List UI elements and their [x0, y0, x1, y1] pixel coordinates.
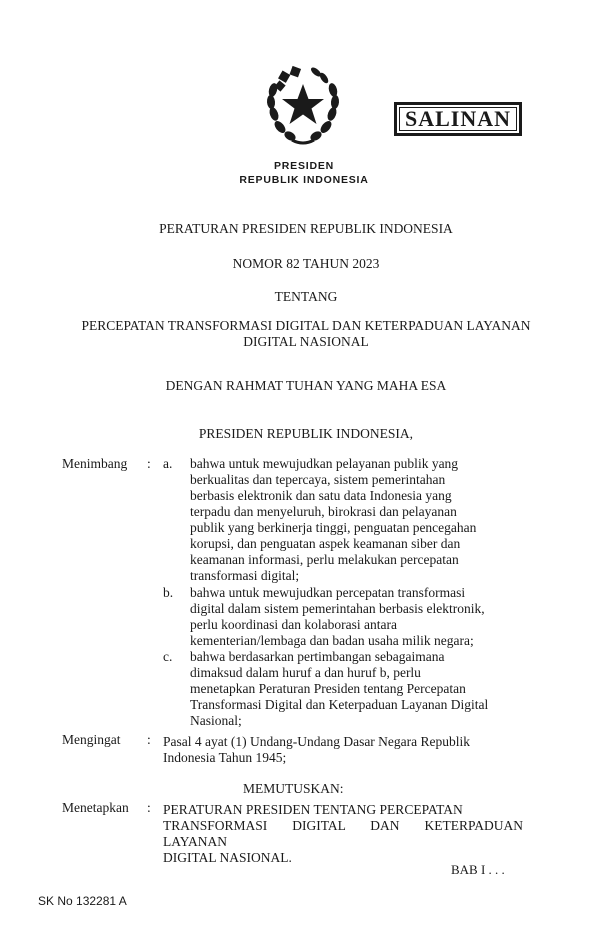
- stamp-text: SALINAN: [404, 106, 512, 131]
- mengingat-body: [163, 734, 523, 766]
- menimbang-a-line: publik yang berkinerja tinggi, penguatan pencegahan: [190, 520, 477, 535]
- continuation-marker: BAB I . . .: [451, 862, 505, 877]
- invocation: DENGAN RAHMAT TUHAN YANG MAHA ESA: [165, 378, 447, 393]
- mengingat-line: Indonesia Tahun 1945;: [163, 750, 287, 765]
- menimbang-letter-c: c.: [163, 649, 173, 664]
- menimbang-c-line: bahwa berdasarkan pertimbangan sebagaimana: [190, 649, 445, 664]
- sk-number: SK No 132281 A: [38, 894, 127, 908]
- menetapkan-body: [163, 802, 523, 866]
- authority: PRESIDEN REPUBLIK INDONESIA,: [198, 426, 414, 441]
- menimbang-item-a: [190, 456, 520, 584]
- menimbang-b-line: digital dalam sistem pemerintahan berbasis elektronik,: [190, 601, 485, 616]
- menetapkan-colon: :: [147, 800, 151, 815]
- menimbang-a-line: transformasi digital;: [190, 568, 300, 583]
- mengingat-colon: :: [147, 732, 151, 747]
- office-line-2: REPUBLIK INDONESIA: [239, 174, 369, 186]
- menimbang-item-b: [190, 585, 530, 649]
- menimbang-b-line: bahwa untuk mewujudkan percepatan transformasi: [190, 585, 466, 600]
- menetapkan-label: Menetapkan: [62, 800, 129, 815]
- menetapkan-line: TRANSFORMASI DIGITAL DAN KETERPADUAN LAYANAN: [163, 818, 523, 849]
- menetapkan-line: DIGITAL NASIONAL.: [163, 850, 292, 865]
- menimbang-letter-a: a.: [163, 456, 173, 471]
- salinan-stamp: [394, 102, 522, 136]
- garuda-star-emblem-icon: [262, 62, 344, 148]
- stamp-inner-border: [399, 107, 517, 131]
- menimbang-a-line: korupsi, dan penguatan aspek keamanan siber dan: [190, 536, 461, 551]
- regulation-subject-line-2: DIGITAL NASIONAL: [243, 334, 369, 349]
- menimbang-a-line: keamanan informasi, perlu melakukan percepatan: [190, 552, 459, 567]
- menimbang-b-line: perlu koordinasi dan kolaborasi antara: [190, 617, 397, 632]
- menimbang-a-line: terpadu dan menyeluruh, birokrasi dan pelayanan: [190, 504, 457, 519]
- menetapkan-line: PERATURAN PRESIDEN TENTANG PERCEPATAN: [163, 802, 463, 817]
- mengingat-line: Pasal 4 ayat (1) Undang-Undang Dasar Negara Republik: [163, 734, 471, 749]
- regulation-subject-line-1: PERCEPATAN TRANSFORMASI DIGITAL DAN KETERPADUAN LAYANAN: [81, 318, 531, 333]
- menimbang-c-line: Transformasi Digital dan Keterpaduan Layanan Digital: [190, 697, 489, 712]
- menimbang-b-line: kementerian/lembaga dan badan usaha milik negara;: [190, 633, 474, 648]
- menimbang-letter-b: b.: [163, 585, 174, 600]
- menimbang-c-line: menetapkan Peraturan Presiden tentang Percepatan: [190, 681, 466, 696]
- mengingat-label: Mengingat: [62, 732, 121, 747]
- regulation-number: NOMOR 82 TAHUN 2023: [232, 256, 380, 271]
- regulation-title: PERATURAN PRESIDEN REPUBLIK INDONESIA: [159, 221, 453, 236]
- menimbang-c-line: Nasional;: [190, 713, 242, 728]
- memutuskan-heading: MEMUTUSKAN:: [243, 781, 344, 796]
- menimbang-a-line: berbasis elektronik dan satu data Indonesia yang: [190, 488, 452, 503]
- regulation-about: TENTANG: [274, 289, 338, 304]
- menimbang-label: Menimbang: [62, 456, 128, 471]
- menimbang-colon: :: [147, 456, 151, 471]
- menimbang-a-line: berkualitas dan tepercaya, sistem pemerintahan: [190, 472, 446, 487]
- menimbang-c-line: dimaksud dalam huruf a dan huruf b, perlu: [190, 665, 421, 680]
- office-line-1: PRESIDEN: [273, 160, 335, 172]
- menimbang-item-c: [190, 649, 526, 729]
- office-header: [234, 160, 374, 186]
- menimbang-a-line: bahwa untuk mewujudkan pelayanan publik yang: [190, 456, 459, 471]
